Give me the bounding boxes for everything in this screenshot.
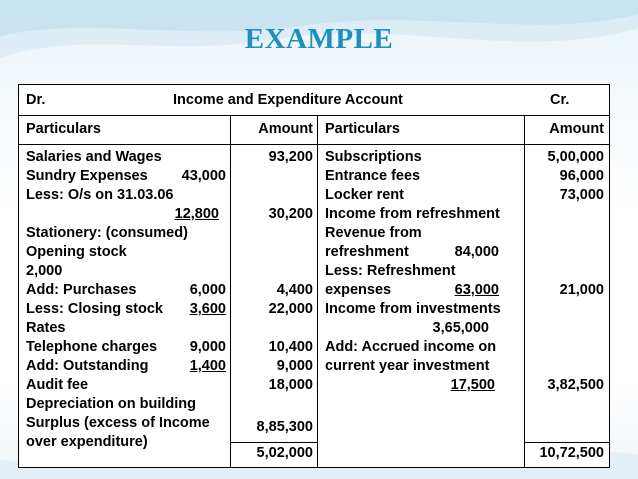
- left-row-11-value: 9,000: [189, 339, 226, 355]
- left-total: 5,02,000: [256, 445, 313, 461]
- right-row-11-label: Add: Accrued income on: [325, 339, 497, 355]
- left-row-1-amount: 93,200: [268, 149, 313, 165]
- left-row-15-amount: 8,85,300: [256, 419, 313, 435]
- dr-label: Dr.: [26, 92, 46, 108]
- account-title: Income and Expenditure Account: [173, 92, 403, 108]
- right-row-2-amount: 96,000: [559, 168, 604, 184]
- right-row-3-label: Locker rent: [325, 187, 404, 203]
- left-row-13-amount: 18,000: [268, 377, 313, 393]
- left-row-12-value: 1,400: [189, 358, 226, 374]
- left-row-9-label: Less: Closing stock: [26, 301, 163, 317]
- divider-middle: [317, 115, 318, 467]
- income-expenditure-account: [18, 84, 610, 468]
- header-right-particulars: Particulars: [325, 121, 400, 137]
- header-left-amount: Amount: [258, 121, 313, 137]
- right-row-13-value: 17,500: [450, 377, 495, 393]
- left-row-9-amount: 22,000: [268, 301, 313, 317]
- left-row-1-label: Salaries and Wages: [26, 149, 162, 165]
- right-row-1-label: Subscriptions: [325, 149, 422, 165]
- left-row-9-value: 3,600: [189, 301, 226, 317]
- right-row-2-label: Entrance fees: [325, 168, 421, 184]
- right-row-10-value: 3,65,000: [432, 320, 489, 336]
- rule-under-title: [19, 115, 609, 116]
- left-row-16-label: over expenditure): [26, 434, 148, 450]
- rule-under-headers: [19, 144, 609, 145]
- left-row-5-label: Stationery: (consumed): [26, 225, 188, 241]
- right-row-8-amount: 21,000: [559, 282, 604, 298]
- left-row-12-amount: 9,000: [276, 358, 313, 374]
- right-row-3-amount: 73,000: [559, 187, 604, 203]
- right-row-6-value: 84,000: [454, 244, 499, 260]
- left-row-8-amount: 4,400: [276, 282, 313, 298]
- left-row-8-value: 6,000: [189, 282, 226, 298]
- left-row-4-value: 12,800: [174, 206, 219, 222]
- right-row-1-amount: 5,00,000: [547, 149, 604, 165]
- slide-title: EXAMPLE: [244, 23, 394, 55]
- rule-left-total: [231, 442, 317, 443]
- left-row-15-label: Surplus (excess of Income: [26, 415, 210, 431]
- left-row-3-label: Less: O/s on 31.03.06: [26, 187, 174, 203]
- rule-right-total: [524, 442, 609, 443]
- right-row-7-label: Less: Refreshment: [325, 263, 456, 279]
- right-row-4-label: Income from refreshment: [325, 206, 500, 222]
- right-row-9-label: Income from investments: [325, 301, 501, 317]
- left-row-12-label: Add: Outstanding: [26, 358, 149, 374]
- right-row-13-amount: 3,82,500: [547, 377, 604, 393]
- cr-label: Cr.: [550, 92, 570, 108]
- right-row-8-label: expenses: [325, 282, 392, 298]
- header-right-amount: Amount: [549, 121, 604, 137]
- left-row-13-label: Audit fee: [26, 377, 89, 393]
- left-row-6-label: Opening stock: [26, 244, 127, 260]
- left-row-10-label: Rates: [26, 320, 66, 336]
- left-row-7-label: 2,000: [26, 263, 63, 279]
- left-row-11-label: Telephone charges: [26, 339, 158, 355]
- right-row-6-label: refreshment: [325, 244, 409, 260]
- right-row-5-label: Revenue from: [325, 225, 422, 241]
- left-row-14-label: Depreciation on building: [26, 396, 196, 412]
- left-row-4-amount: 30,200: [268, 206, 313, 222]
- right-row-8-value: 63,000: [454, 282, 499, 298]
- left-row-11-amount: 10,400: [268, 339, 313, 355]
- right-total: 10,72,500: [539, 445, 604, 461]
- header-left-particulars: Particulars: [26, 121, 101, 137]
- left-row-8-label: Add: Purchases: [26, 282, 137, 298]
- left-row-2-value: 43,000: [181, 168, 226, 184]
- left-row-2-label: Sundry Expenses: [26, 168, 148, 184]
- right-row-12-label: current year investment: [325, 358, 490, 374]
